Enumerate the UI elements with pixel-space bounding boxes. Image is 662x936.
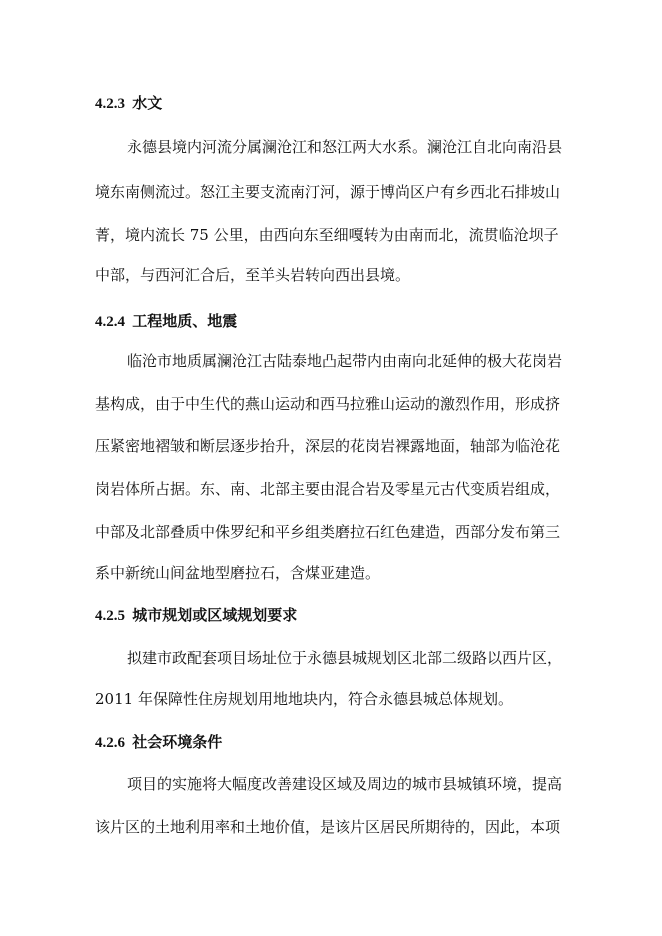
paragraph-line: 该片区的土地利用率和土地价值，是该片区居民所期待的，因此，本项 xyxy=(95,818,561,836)
section-number: 4.2.5 xyxy=(95,608,125,624)
section-number: 4.2.6 xyxy=(95,735,125,751)
paragraph-line: 中部，与西河汇合后，至羊头岩转向西出县境。 xyxy=(95,266,411,284)
paragraph-line: 系中新统山间盆地型磨拉石，含煤亚建造。 xyxy=(95,564,381,582)
paragraph-line: 临沧市地质属澜沧江古陆泰地凸起带内由南向北延伸的极大花岗岩 xyxy=(127,352,563,370)
paragraph-line: 永德县境内河流分属澜沧江和怒江两大水系。澜沧江自北向南沿县 xyxy=(127,138,563,156)
section-title: 工程地质、地震 xyxy=(132,312,238,330)
section-heading-social xyxy=(95,731,222,754)
paragraph-line: 境东南侧流过。怒江主要支流南汀河，源于博尚区户有乡西北石排坡山 xyxy=(95,183,561,201)
paragraph-line: 项目的实施将大幅度改善建设区域及周边的城市县城镇环境，提高 xyxy=(127,775,563,793)
section-heading-geology xyxy=(95,310,237,333)
paragraph-line: 拟建市政配套项目场址位于永德县城规划区北部二级路以西片区， xyxy=(127,649,563,667)
section-number: 4.2.3 xyxy=(95,96,125,112)
paragraph-line: 中部及北部叠质中侏罗纪和平乡组类磨拉石红色建造，西部分发布第三 xyxy=(95,523,561,541)
section-title: 水文 xyxy=(132,94,163,112)
paragraph-line: 岗岩体所占据。东、南、北部主要由混合岩及零星元古代变质岩组成， xyxy=(95,480,561,498)
section-number: 4.2.4 xyxy=(95,314,125,330)
paragraph-line: 菁，境内流长 75 公里，由西向东至细嘎转为由南而北，流贯临沧坝子 xyxy=(95,226,559,244)
section-title: 社会环境条件 xyxy=(132,733,223,751)
section-heading-planning xyxy=(95,604,297,627)
paragraph-line: 基构成，由于中生代的燕山运动和西马拉雅山运动的激烈作用，形成挤 xyxy=(95,395,561,413)
section-title: 城市规划或区域规划要求 xyxy=(132,606,298,624)
section-heading-hydrology xyxy=(95,92,162,115)
paragraph-line: 压紧密地褶皱和断层逐步抬升，深层的花岗岩裸露地面，轴部为临沧花 xyxy=(95,437,561,455)
paragraph-line: 2011 年保障性住房规划用地地块内，符合永德县城总体规划。 xyxy=(95,690,513,708)
